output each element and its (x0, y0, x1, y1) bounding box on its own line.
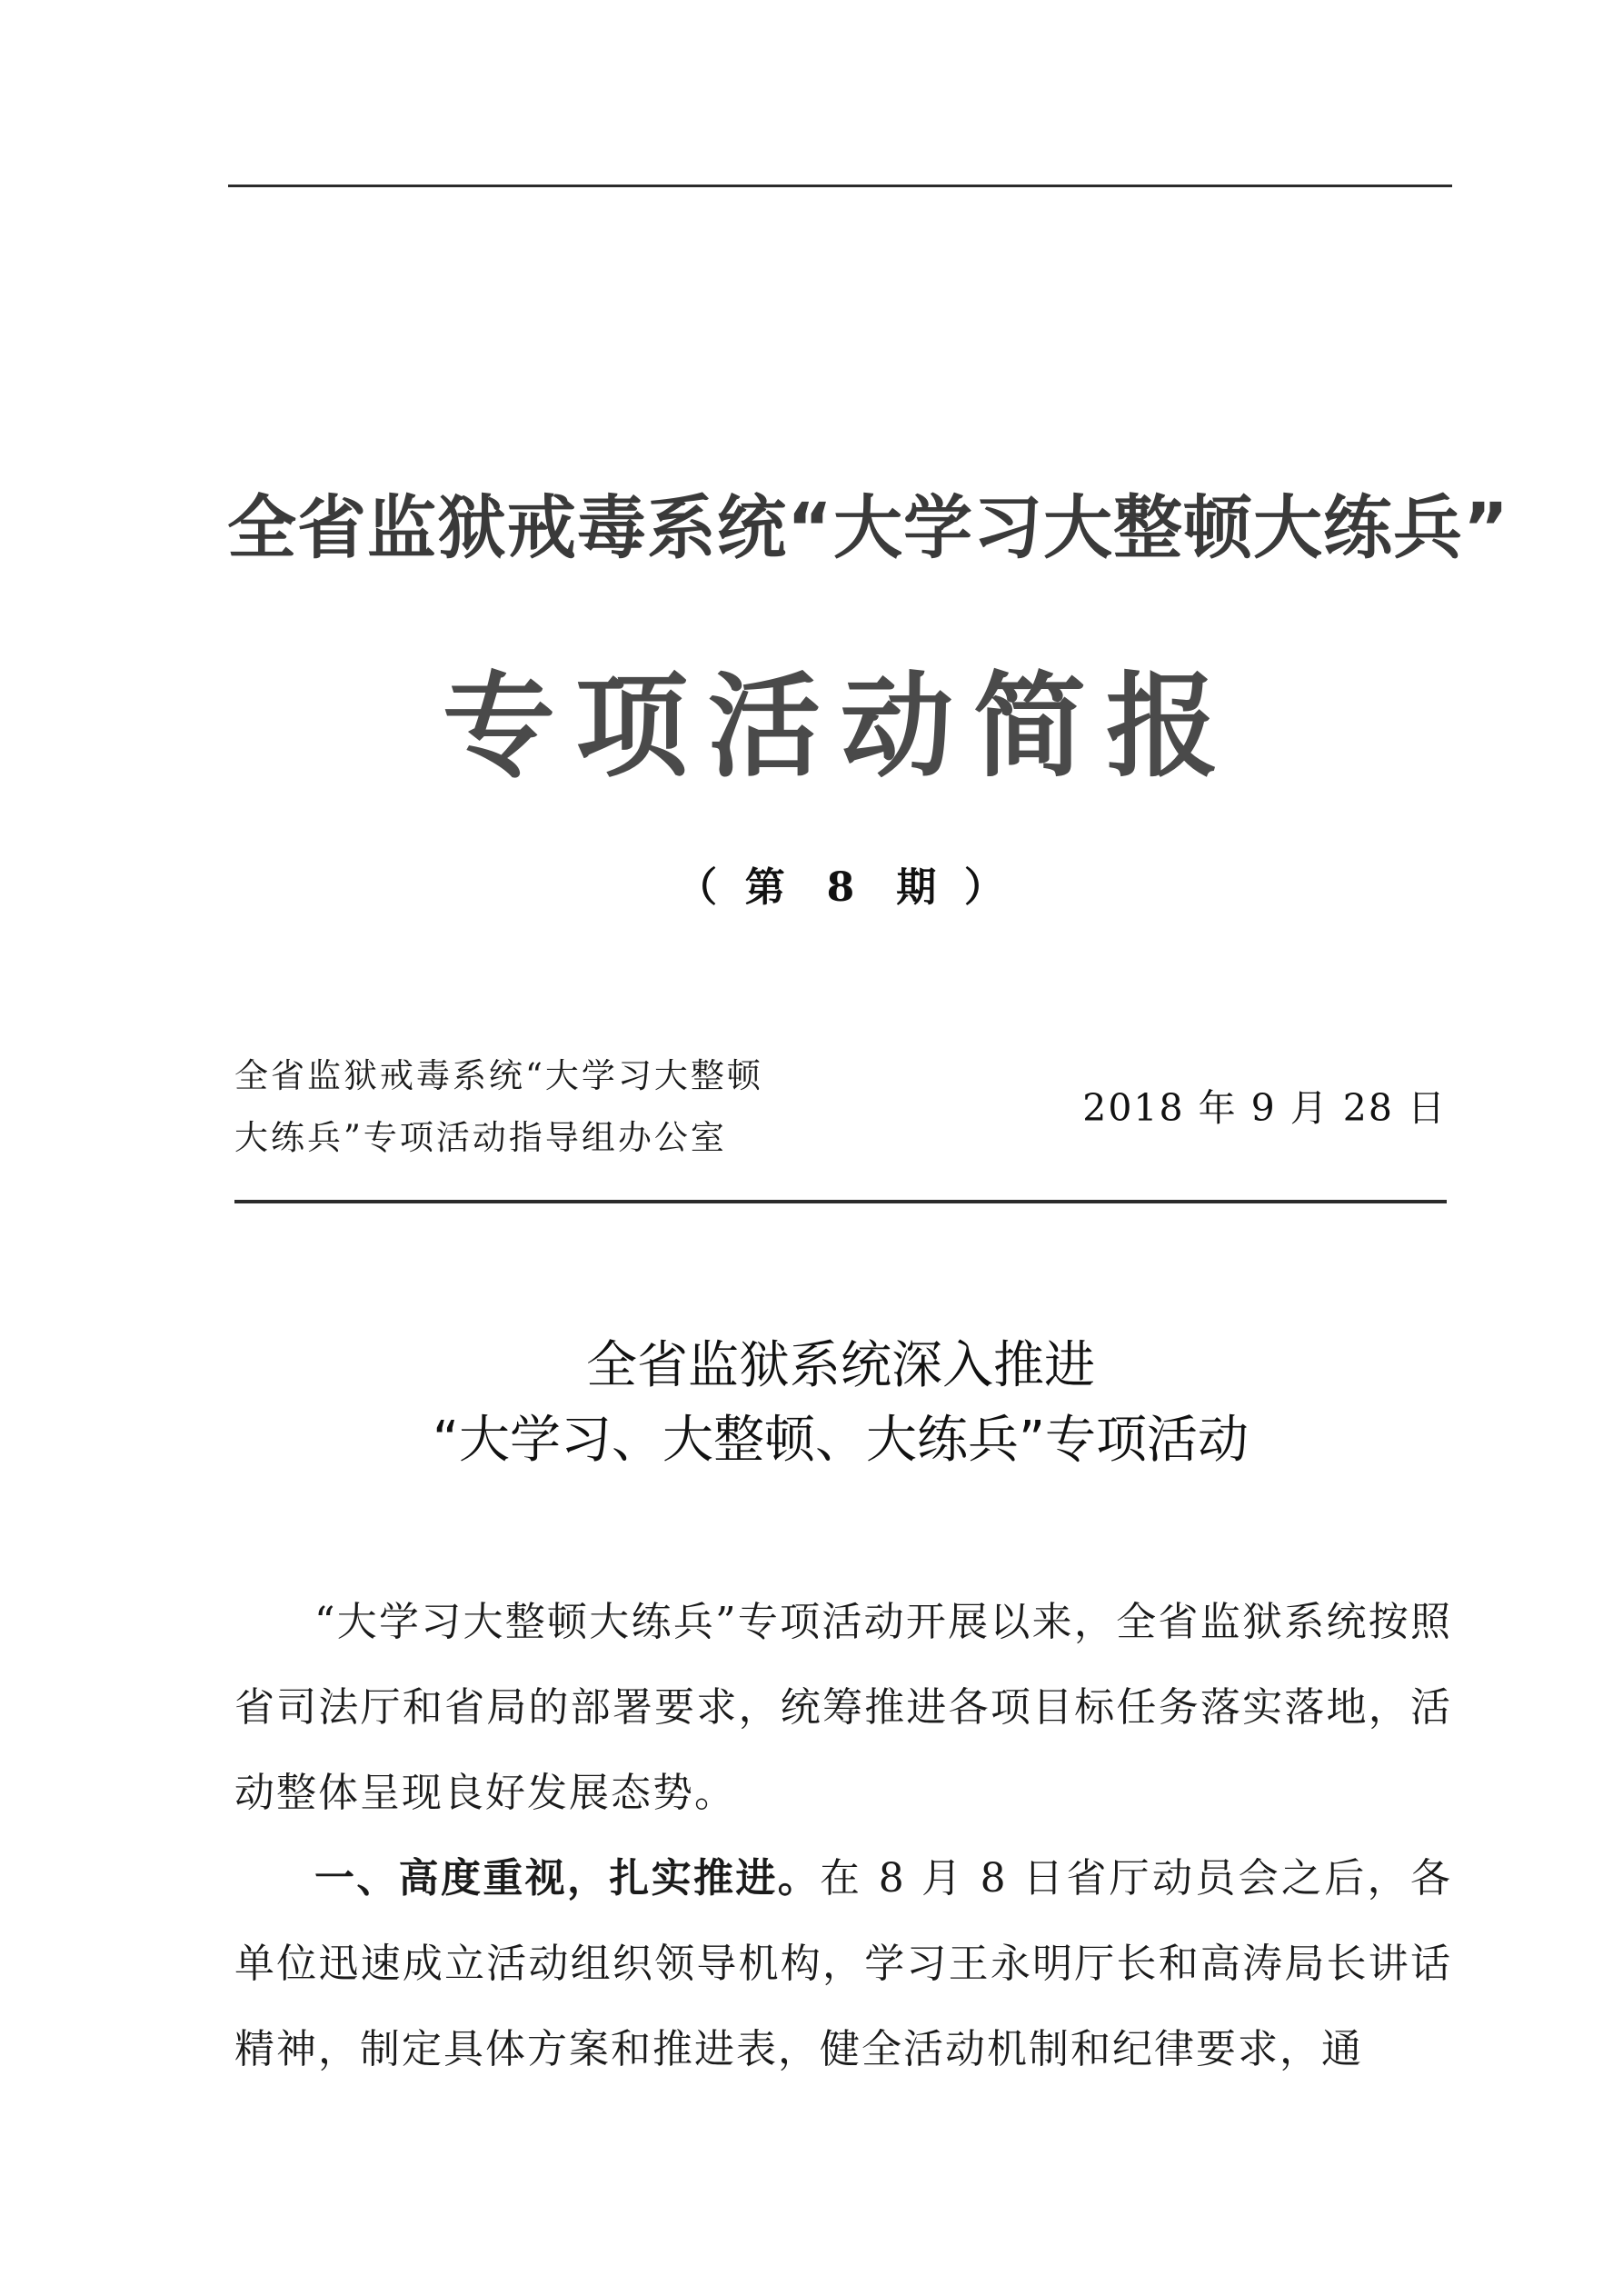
issue-date: 2018 年 9 月 28 日 (1082, 1086, 1447, 1130)
bulletin-masthead-subtitle: 专项活动简报 (442, 661, 1239, 793)
article-title-line: “大学习、大整顿、大练兵”专项活动 (432, 1411, 1250, 1470)
issue-number: （ 第 8 期 ） (677, 864, 1004, 911)
paragraph-text: 在 8 月 8 日省厅动员会之后，各单位迅速成立活动组织领导机构，学习王永明厅长和高涛局长讲话精神，制定具体方案和推进表，健全活动机制和纪律要求，通 (234, 1855, 1452, 2072)
top-rule (228, 185, 1452, 187)
bulletin-masthead-title: 全省监狱戒毒系统“大学习大整顿大练兵” (227, 487, 1509, 568)
article-body (234, 1580, 1452, 2092)
issuing-office (234, 1045, 763, 1169)
article-title (227, 1329, 1454, 1478)
article-paragraph (234, 1580, 1452, 1836)
article-title-line: 全省监狱系统深入推进 (586, 1336, 1095, 1395)
article-paragraph (234, 1836, 1452, 2092)
paragraph-text: “大学习大整顿大练兵”专项活动开展以来，全省监狱系统按照省司法厅和省局的部署要求，统筹推进各项目标任务落实落地，活动整体呈现良好发展态势。 (234, 1599, 1452, 1816)
issuing-office-line: 大练兵”专项活动指导组办公室 (234, 1118, 727, 1157)
issuing-office-line: 全省监狱戒毒系统“大学习大整顿 (234, 1056, 763, 1095)
paragraph-lead: 一、高度重视，扎实推进。 (314, 1855, 821, 1902)
header-divider (234, 1200, 1447, 1203)
